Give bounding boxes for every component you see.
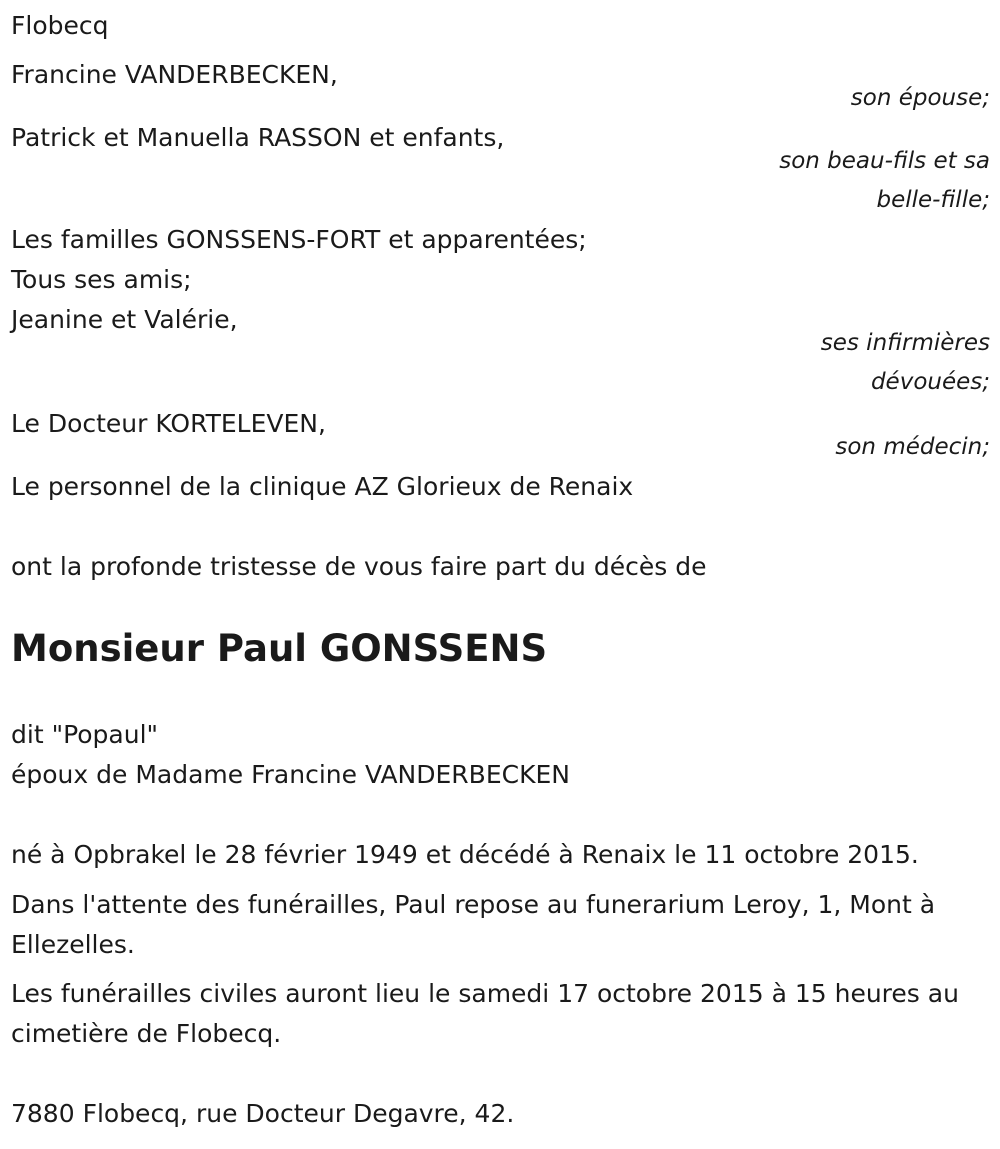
location-heading: Flobecq — [11, 11, 109, 40]
deceased-spouse: époux de Madame Francine VANDERBECKEN — [11, 760, 570, 789]
mourner-role-2: son beau-fils et sa belle-fille; — [779, 148, 990, 213]
mourner-role-6: son médecin; — [835, 434, 990, 460]
funeral-details: Les funérailles civiles auront lieu le samedi 17 octobre 2015 à 15 heures au cimetière de Flobecq. — [11, 979, 959, 1048]
mourner-role-5: ses infirmières dévouées; — [820, 330, 990, 395]
deceased-name: Monsieur Paul GONSSENS — [11, 627, 548, 670]
mourner-name-1: Francine VANDERBECKEN, — [11, 60, 338, 89]
mourner-name-2: Patrick et Manuella RASSON et enfants, — [11, 123, 505, 152]
mourner-role-1: son épouse; — [850, 85, 990, 111]
mourner-name-4: Tous ses amis; — [11, 265, 192, 294]
mourner-name-7: Le personnel de la clinique AZ Glorieux de Renaix — [11, 472, 634, 501]
deceased-nickname: dit "Popaul" — [11, 720, 159, 749]
mourner-name-5: Jeanine et Valérie, — [11, 305, 238, 334]
announcement-text: ont la profonde tristesse de vous faire part du décès de — [11, 552, 707, 581]
birth-death-details: né à Opbrakel le 28 février 1949 et décédé à Renaix le 11 octobre 2015. — [11, 840, 919, 869]
repose-details: Dans l'attente des funérailles, Paul repose au funerarium Leroy, 1, Mont à Ellezelles. — [11, 890, 936, 959]
mourner-name-6: Le Docteur KORTELEVEN, — [11, 409, 326, 438]
address-text: 7880 Flobecq, rue Docteur Degavre, 42. — [11, 1099, 515, 1128]
mourner-name-3: Les familles GONSSENS-FORT et apparentées; — [11, 225, 587, 254]
